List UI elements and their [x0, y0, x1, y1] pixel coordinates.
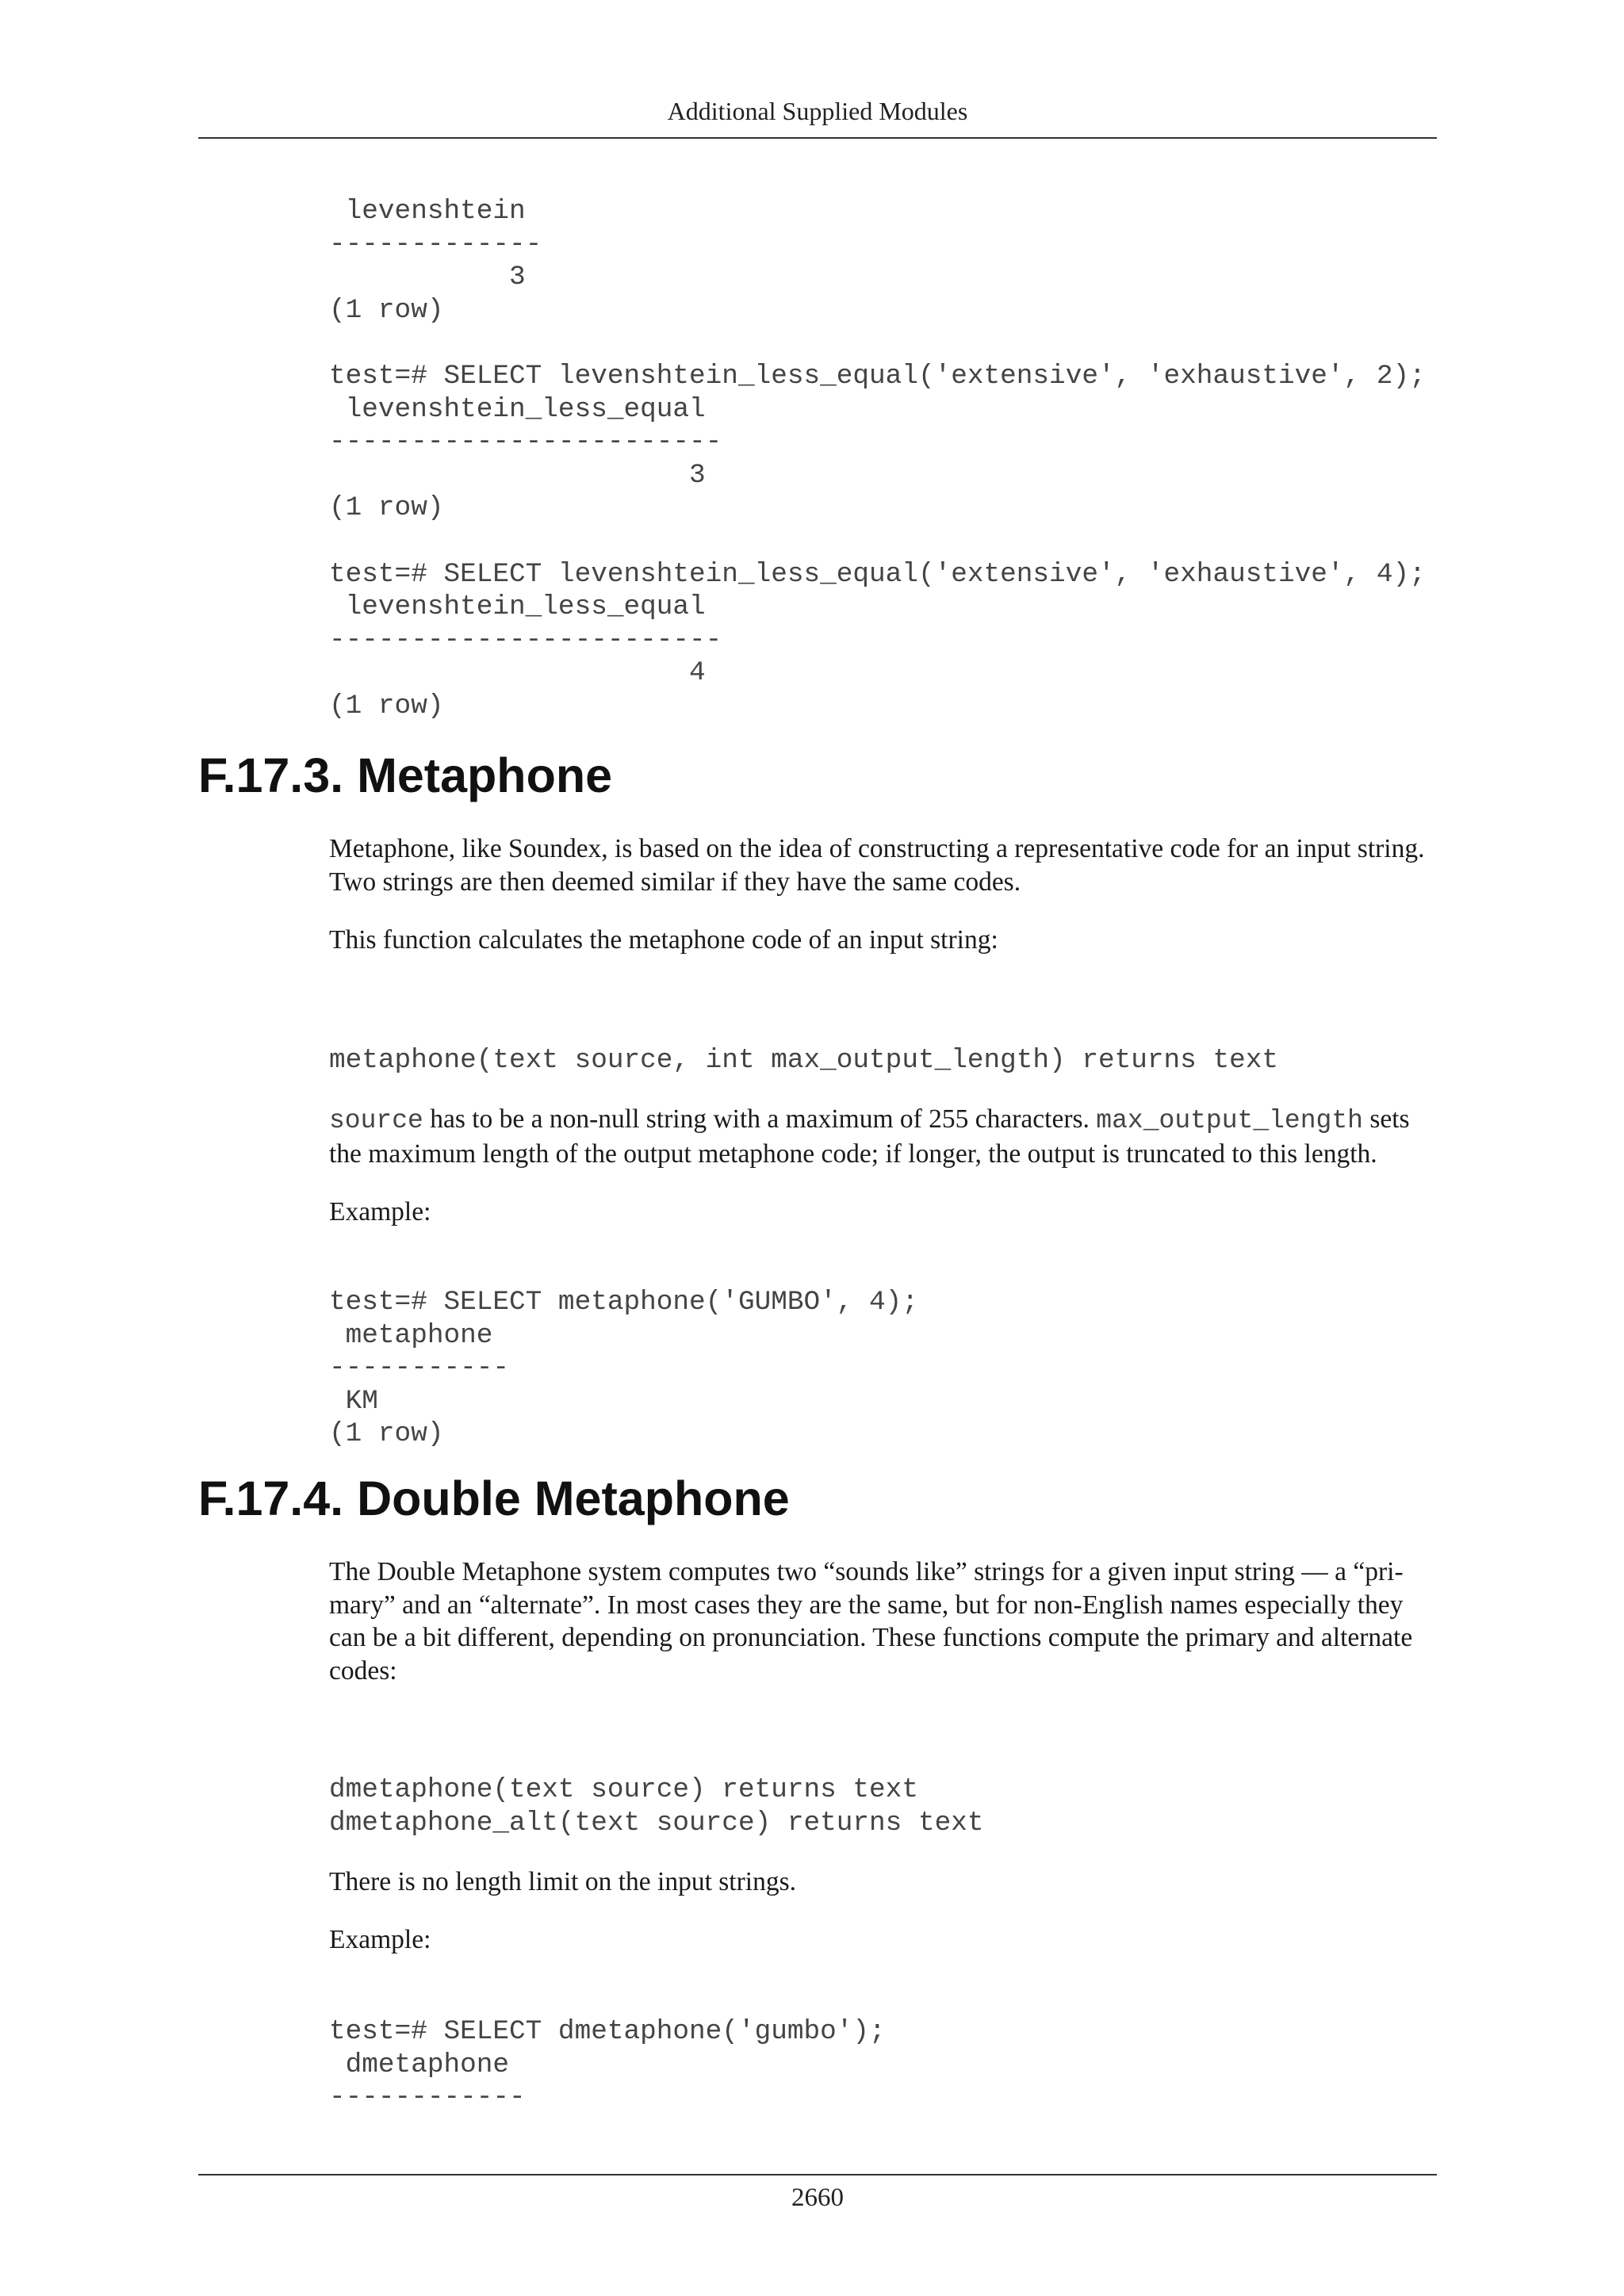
paragraph-metaphone-calc: This function calculates the metaphone code of an input string: — [329, 925, 998, 955]
header-rule — [198, 137, 1437, 139]
paragraph-double-intro: The Double Metaphone system computes two “sounds like” strings for a given input string — a “primary” and an “alternate”. In most cases they are the same, but for non-English names especially they can be a bit different, depending on pronunciation. These functions compute the primary and alternate codes: — [329, 1557, 1413, 1686]
code-metaphone-example: test=# SELECT metaphone('GUMBO', 4); metaphone ----------- KM (1 row) — [329, 1287, 918, 1450]
paragraph-example-1: Example: — [329, 1197, 431, 1226]
source-text-1: has to be a non-null string with a maximum of 255 characters. — [423, 1104, 1097, 1134]
code-metaphone-signature: metaphone(text source, int max_output_length) returns text — [329, 1045, 1278, 1076]
paragraph-metaphone-intro: Metaphone, like Soundex, is based on the idea of constructing a representative code for an input string. Two strings are then deemed similar if they have the same codes. — [329, 834, 1425, 897]
code-double-signature: dmetaphone(text source) returns text dmetaphone_alt(text source) returns text — [329, 1774, 984, 1839]
inline-code-max-output-length: max_output_length — [1096, 1106, 1363, 1135]
inline-code-source: source — [329, 1106, 423, 1135]
code-double-example: test=# SELECT dmetaphone('gumbo'); dmetaphone ------------ — [329, 2016, 886, 2114]
section-heading-metaphone: F.17.3. Metaphone — [198, 748, 613, 802]
paragraph-example-2: Example: — [329, 1925, 431, 1954]
footer-rule — [198, 2174, 1437, 2175]
paragraph-source-description — [329, 1103, 1437, 1170]
page-number: 2660 — [791, 2183, 844, 2212]
source-text-2: sets the maximum length of the output metaphone code; if longer, the output is truncated to this length. — [329, 1104, 1410, 1169]
section-heading-double-metaphone: F.17.4. Double Metaphone — [198, 1471, 790, 1525]
code-block-levenshtein-output: levenshtein ------------- 3 (1 row) test=# SELECT levenshtein_less_equal('extensive', 'exhaustive', 2); levenshtein_less_equal ------------------------ 3 (1 row) test=# SELECT levenshtein_less_equal('extensive', 'exhaustive', 4); levenshtein_less_equal ------------------------ 4 (1 row) — [329, 196, 1426, 721]
paragraph-no-length-limit: There is no length limit on the input strings. — [329, 1867, 796, 1896]
page-header: Additional Supplied Modules — [667, 97, 968, 125]
